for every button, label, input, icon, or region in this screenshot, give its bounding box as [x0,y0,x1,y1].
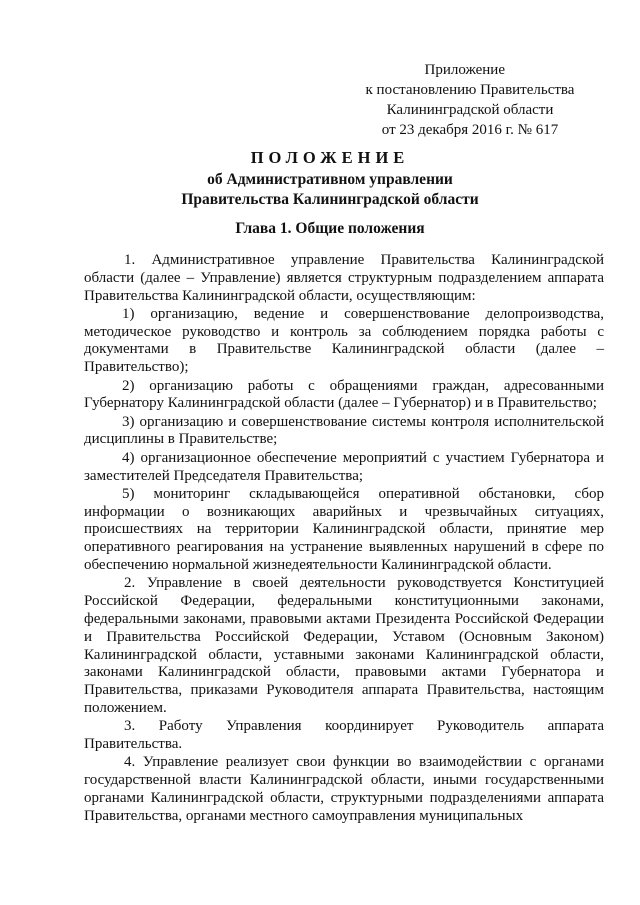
subparagraph-2: 2) организацию работы с обращениями граждан, адресованными Губернатору Калининградской области (далее – Губернатор) и в Правительство; [84,377,604,412]
appendix-header [340,60,600,140]
appendix-label: Приложение [424,62,505,78]
title-main: ПОЛОЖЕНИЕ [250,148,410,167]
appendix-region: Калининградской области [386,102,554,118]
paragraph-1: 1. Административное управление Правительства Калининградской области (далее – Управление) является структурным подразделением аппарата Правительства Калининградской области, осуществляющим: [84,252,604,304]
chapter-heading: Глава 1. Общие положения [235,220,425,237]
title-government: Правительства Калининградской области [181,191,479,208]
paragraph-4: 4. Управление реализует свои функции во взаимодействии с органами государственной власти Калининградской области, иными государственными органами Калининградской области, структурными подразделениями аппарата Правительства, органами местного самоуправления муниципальных [84,754,604,824]
paragraph-3: 3. Работу Управления координирует Руководитель аппарата Правительства. [84,718,604,753]
subparagraph-3: 3) организацию и совершенствование системы контроля исполнительской дисциплины в Правительстве; [84,413,604,448]
subparagraph-5: 5) мониторинг складывающейся оперативной обстановки, сбор информации о возникающих аварийных и чрезвычайных ситуациях, происшествиях на территории Калининградской области, принятие мер оперативного реагирования на устранение выявленных нарушений в сфере по обеспечению нормальной жизнедеятельности Калининградской области. [84,485,604,574]
appendix-date-number: от 23 декабря 2016 г. № 617 [381,122,559,138]
document-title [120,148,540,210]
title-subject: об Административном управлении [207,171,453,188]
paragraph-2: 2. Управление в своей деятельности руководствуется Конституцией Российской Федерации, федеральными конституционными законами, федеральными законами, правовыми актами Президента Российской Федерации и Правительства Российской Федерации, Уставом (Основным Законом) Калининградской области, уставными законами Калининградской области, законами Калининградской области, правовыми актами Губернатора и Правительства, приказами Руководителя аппарата Правительства, настоящим положением. [84,575,604,716]
subparagraph-1: 1) организацию, ведение и совершенствование делопроизводства, методическое руководство и контроль за соблюдением порядка работы с документами в Правительстве Калининградской области (далее – Правительство); [84,305,604,376]
appendix-decree: к постановлению Правительства [365,82,575,98]
document-body [84,252,604,826]
subparagraph-4: 4) организационное обеспечение мероприятий с участием Губернатора и заместителей Председателя Правительства; [84,449,604,484]
